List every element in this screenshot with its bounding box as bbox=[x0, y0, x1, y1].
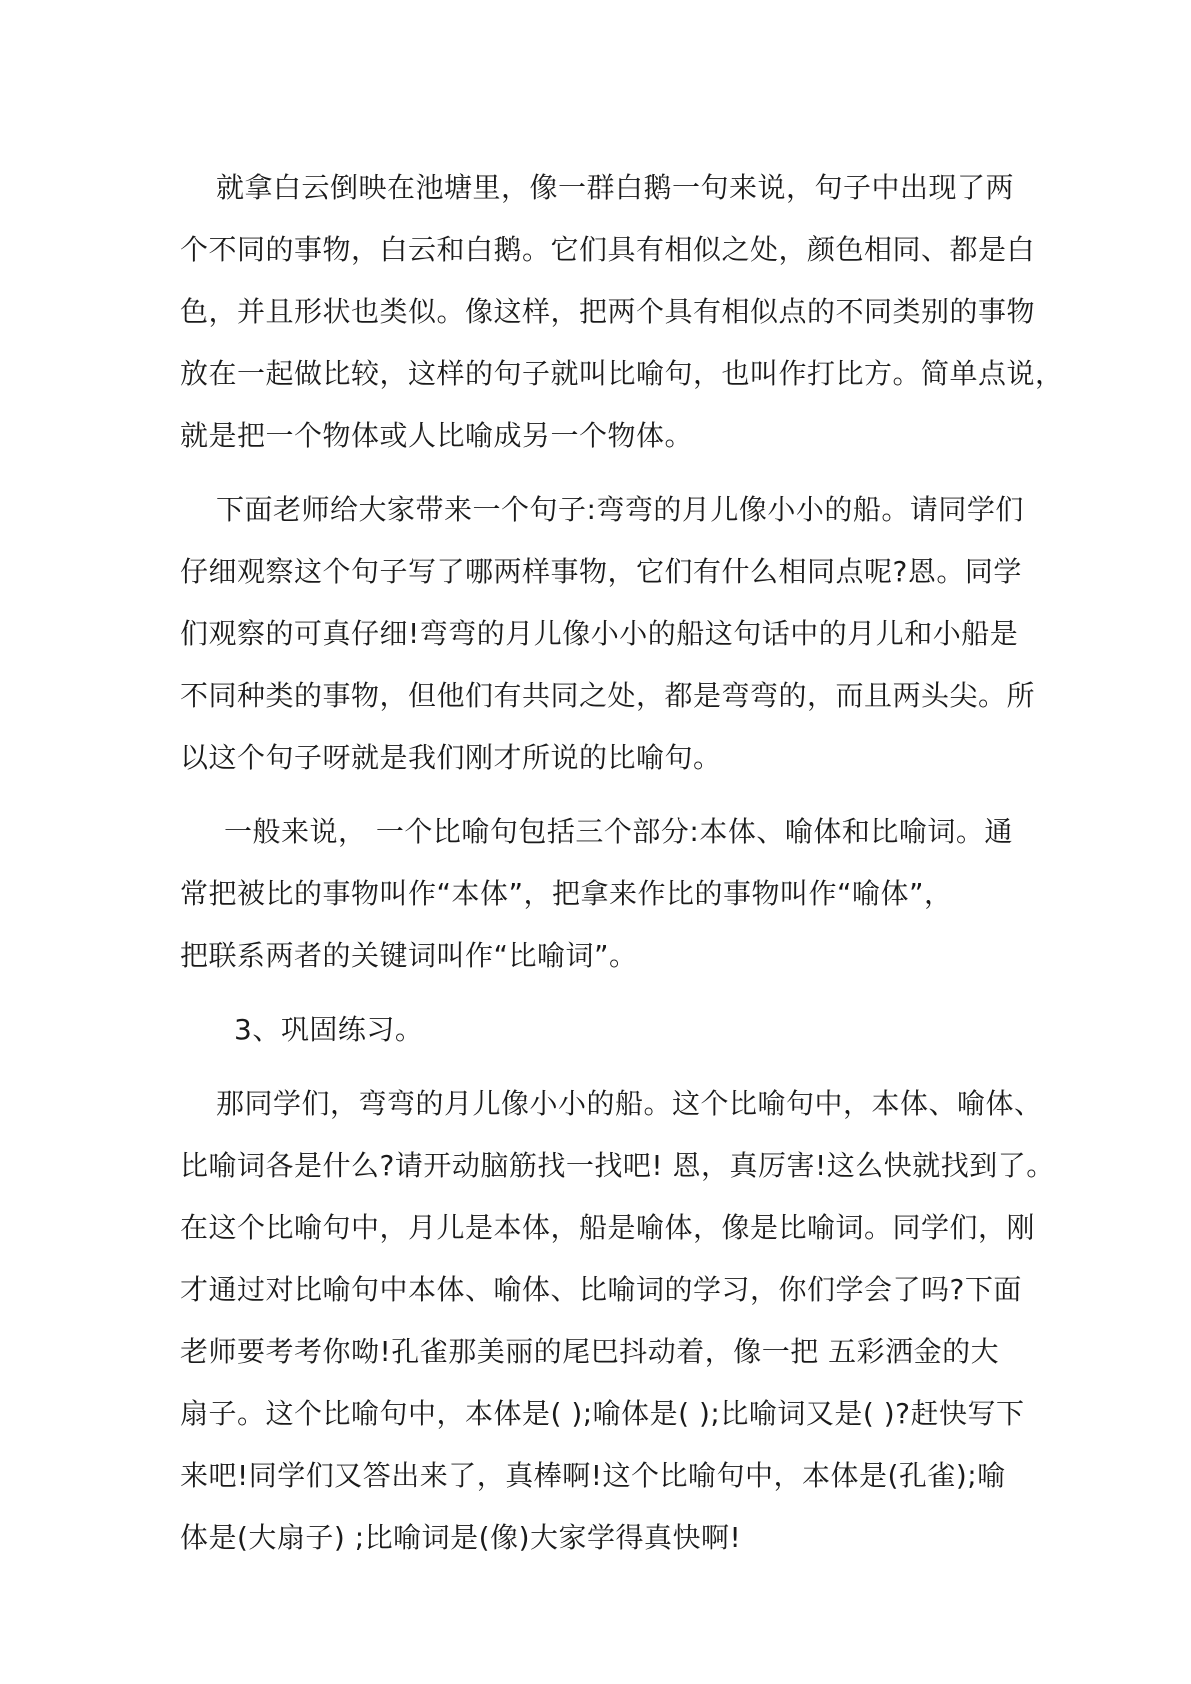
section-heading-practice bbox=[180, 999, 1040, 1061]
text-line: 3、巩固练习。 bbox=[234, 1013, 424, 1046]
text-line: 才通过对比喻句中本体、喻体、比喻词的学习，你们学会了吗?下面 bbox=[180, 1273, 1022, 1306]
paragraph-practice bbox=[180, 1073, 1055, 1569]
text-line: 个不同的事物，白云和白鹅。它们具有相似之处，颜色相同、都是白 bbox=[180, 233, 1036, 266]
text-line: 下面老师给大家带来一个句子:弯弯的月儿像小小的船。请同学们 bbox=[216, 493, 1024, 526]
text-line: 那同学们，弯弯的月儿像小小的船。这个比喻句中，本体、喻体、 bbox=[216, 1087, 1043, 1120]
document-body bbox=[180, 157, 1064, 1581]
text-line: 们观察的可真仔细!弯弯的月儿像小小的船这句话中的月儿和小船是 bbox=[180, 617, 1019, 650]
text-line: 体是(大扇子) ;比喻词是(像)大家学得真快啊! bbox=[180, 1521, 742, 1554]
text-line: 扇子。这个比喻句中，本体是( );喻体是( );比喻词又是( )?赶快写下 bbox=[180, 1397, 1025, 1430]
text-line: 就拿白云倒映在池塘里，像一群白鹅一句来说，句子中出现了两 bbox=[216, 171, 1015, 204]
text-line: 一般来说， 一个比喻句包括三个部分:本体、喻体和比喻词。通 bbox=[224, 815, 1013, 848]
text-line: 色，并且形状也类似。像这样，把两个具有相似点的不同类别的事物 bbox=[180, 295, 1036, 328]
text-line: 比喻词各是什么?请开动脑筋找一找吧! 恩，真厉害!这么快就找到了。 bbox=[180, 1149, 1055, 1182]
text-line: 仔细观察这个句子写了哪两样事物，它们有什么相同点呢?恩。同学 bbox=[180, 555, 1022, 588]
text-line: 把联系两者的关键词叫作“比喻词”。 bbox=[180, 939, 638, 972]
text-line: 常把被比的事物叫作“本体”，把拿来作比的事物叫作“喻体”， bbox=[180, 877, 953, 910]
text-line: 以这个句子呀就是我们刚才所说的比喻句。 bbox=[180, 741, 722, 774]
text-line: 在这个比喻句中，月儿是本体，船是喻体，像是比喻词。同学们，刚 bbox=[180, 1211, 1036, 1244]
paragraph-simile-parts bbox=[180, 801, 1040, 987]
paragraph-moon-boat-example bbox=[180, 479, 1040, 789]
text-line: 老师要考考你呦!孔雀那美丽的尾巴抖动着，像一把 五彩洒金的大 bbox=[180, 1335, 1000, 1368]
text-line: 就是把一个物体或人比喻成另一个物体。 bbox=[180, 419, 694, 452]
paragraph-simile-definition bbox=[180, 157, 1064, 467]
text-line: 来吧!同学们又答出来了，真棒啊!这个比喻句中，本体是(孔雀);喻 bbox=[180, 1459, 1006, 1492]
text-line: 放在一起做比较，这样的句子就叫比喻句，也叫作打比方。简单点说， bbox=[180, 357, 1064, 390]
text-line: 不同种类的事物，但他们有共同之处，都是弯弯的，而且两头尖。所 bbox=[180, 679, 1036, 712]
